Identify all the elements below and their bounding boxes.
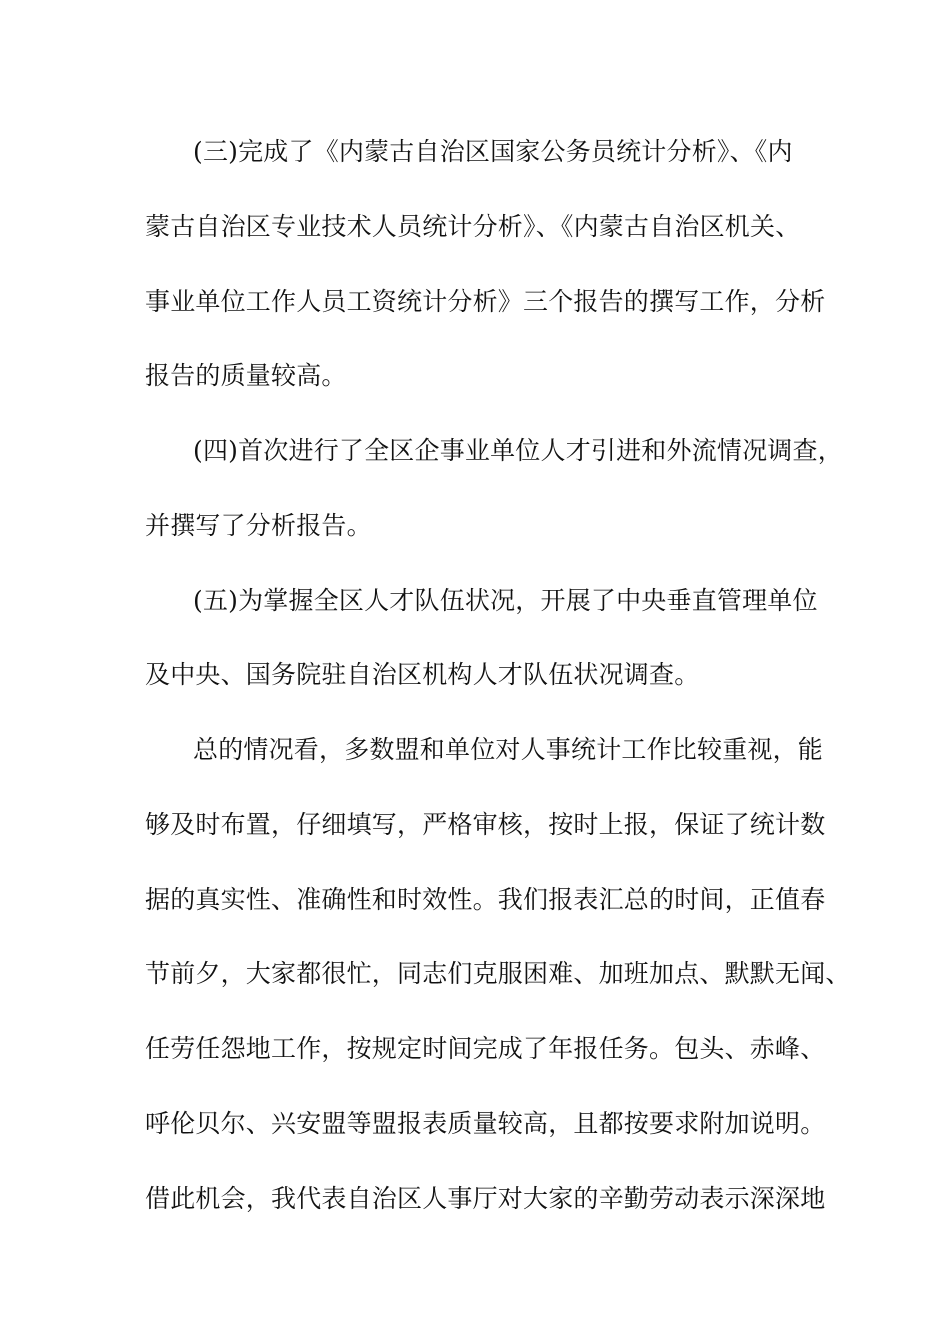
paragraph-4-line-2: 并撰写了分析报告。 xyxy=(145,511,372,540)
paragraph-3-line-4: 报告的质量较高。 xyxy=(145,361,347,390)
paragraph-6-line-7: 借此机会，我代表自治区人事厅对大家的辛勤劳动表示深深地 xyxy=(145,1184,826,1213)
paragraph-3-line-1: (三)完成了《内蒙古自治区国家公务员统计分析》、《内 xyxy=(193,137,793,166)
paragraph-6-line-6: 呼伦贝尔、兴安盟等盟报表质量较高，且都按要求附加说明。 xyxy=(145,1109,826,1138)
paragraph-6-line-5: 任劳任怨地工作，按规定时间完成了年报任务。包头、赤峰、 xyxy=(145,1034,826,1063)
paragraph-6-line-4: 节前夕，大家都很忙，同志们克服困难、加班加点、默默无闻、 xyxy=(145,959,851,988)
paragraph-6-line-3: 据的真实性、准确性和时效性。我们报表汇总的时间，正值春 xyxy=(145,885,826,914)
paragraph-5-line-1: (五)为掌握全区人才队伍状况，开展了中央垂直管理单位 xyxy=(193,586,818,615)
paragraph-5-line-2: 及中央、国务院驻自治区机构人才队伍状况调查。 xyxy=(145,660,700,689)
paragraph-3-line-3: 事业单位工作人员工资统计分析》三个报告的撰写工作，分析 xyxy=(145,287,826,316)
paragraph-6-line-1: 总的情况看，多数盟和单位对人事统计工作比较重视，能 xyxy=(193,735,824,764)
paragraph-4-line-1: (四)首次进行了全区企事业单位人才引进和外流情况调查， xyxy=(193,436,843,465)
paragraph-6-line-2: 够及时布置，仔细填写，严格审核，按时上报，保证了统计数 xyxy=(145,810,826,839)
paragraph-3-line-2: 蒙古自治区专业技术人员统计分析》、《内蒙古自治区机关、 xyxy=(145,212,801,241)
